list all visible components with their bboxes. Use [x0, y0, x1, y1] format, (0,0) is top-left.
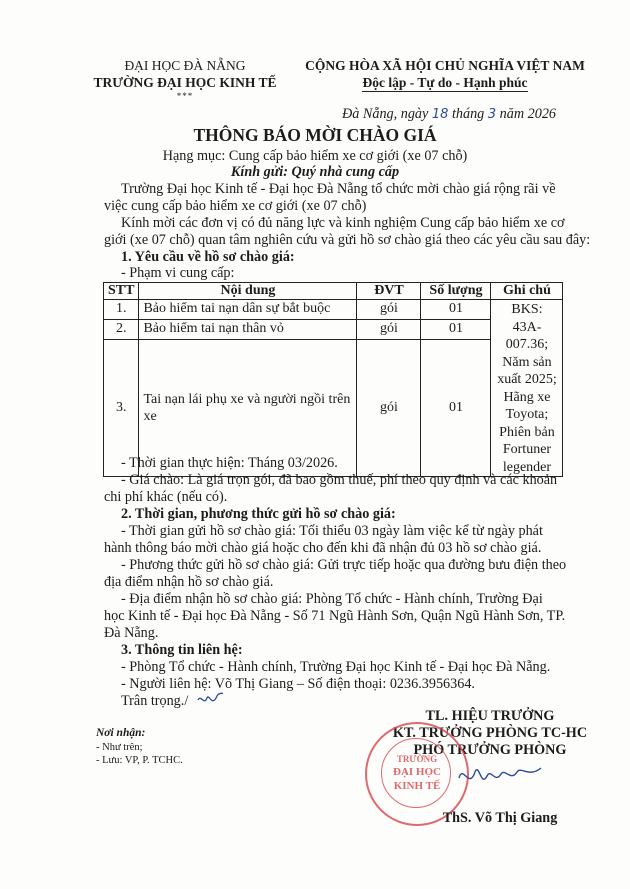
nation-line2: Độc lập - Tự do - Hạnh phúc: [362, 75, 528, 90]
row3-qty: 01: [421, 339, 491, 476]
row1-qty: 01: [421, 300, 491, 320]
row3-stt: 3.: [104, 339, 139, 476]
place-line2: học Kinh tế - Đại học Đà Nẵng - Số 71 Ngũ Hành Sơn, Quận Ngũ Hành Sơn, TP.: [104, 608, 566, 624]
row1-unit: gói: [357, 300, 421, 320]
document-date: Đà Nẵng, ngày 18 tháng 3 năm 2026: [342, 106, 557, 122]
page-title: THÔNG BÁO MỜI CHÀO GIÁ: [193, 125, 437, 145]
recipient-item: - Như trên;: [96, 742, 143, 753]
scope-label: - Phạm vi cung cấp:: [121, 265, 235, 281]
date-day-handwritten: 18: [431, 107, 449, 122]
table-row: [104, 300, 563, 320]
contact-person: - Người liên hệ: Võ Thị Giang – Số điện thoại: 0236.3956364.: [121, 676, 475, 692]
header-note: Ghi chú: [491, 283, 563, 300]
recipient-item: - Lưu: VP, P. TCHC.: [96, 755, 183, 766]
handwritten-signature-icon: [455, 758, 545, 798]
method-line1: - Phương thức gửi hồ sơ chào giá: Gửi trực tiếp hoặc qua đường bưu điện theo: [121, 557, 567, 573]
row2-unit: gói: [357, 319, 421, 339]
intro1-line2: việc cung cấp bảo hiểm xe cơ giới (xe 07 chỗ): [104, 198, 367, 214]
date-month-handwritten: 3: [487, 107, 497, 122]
official-stamp-icon: TRƯỜNG ĐẠI HỌC KINH TẾ: [365, 722, 469, 826]
header-content: Nội dung: [139, 283, 357, 300]
time-impl: - Thời gian thực hiện: Tháng 03/2026.: [121, 455, 338, 471]
row2-content: Bảo hiểm tai nạn thân vỏ: [139, 319, 357, 339]
row1-content: Bảo hiểm tai nạn dân sự bắt buộc: [139, 300, 357, 320]
signature-line2: KT. TRƯỞNG PHÒNG TC-HC: [392, 725, 588, 741]
category: Hạng mục: Cung cấp bảo hiểm xe cơ giới (xe 07 chỗ): [162, 148, 468, 164]
org-line1: ĐẠI HỌC ĐÀ NẴNG: [124, 58, 246, 73]
signature-line3: PHÓ TRƯỞNG PHÒNG: [413, 742, 567, 758]
nation-line1: CỘNG HÒA XÃ HỘI CHỦ NGHĨA VIỆT NAM: [305, 58, 585, 73]
section1-heading: 1. Yêu cầu về hồ sơ chào giá:: [121, 249, 295, 265]
row1-stt: 1.: [104, 300, 139, 320]
place-line3: Đà Nẵng.: [104, 625, 159, 641]
scope-table: [103, 282, 563, 477]
closing: Trân trọng./: [121, 693, 189, 709]
contact-dept: - Phòng Tổ chức - Hành chính, Trường Đại học Kinh tế - Đại học Đà Nẵng.: [121, 659, 551, 675]
note-cell: BKS: 43A- 007.36; Năm sản xuất 2025; Hãng xe Toyota; Phiên bản Fortuner legender: [491, 300, 563, 477]
initial-signature-icon: [195, 690, 225, 712]
header-qty: Số lượng: [421, 283, 491, 300]
signer-name: ThS. Võ Thị Giang: [442, 810, 558, 826]
row2-qty: 01: [421, 319, 491, 339]
org-line2: TRƯỜNG ĐẠI HỌC KINH TẾ: [93, 75, 277, 90]
price-line1: - Giá chào: Là giá trọn gói, đã bao gồm thuế, phí theo quy định và các khoản: [121, 472, 558, 488]
recipient: Kính gửi: Quý nhà cung cấp: [230, 164, 400, 180]
row3-content: Tai nạn lái phụ xe và người ngồi trên xe: [139, 339, 357, 476]
method-line2: địa điểm nhận hồ sơ chào giá.: [104, 574, 274, 590]
send-time-line2: hành thông báo mời chào giá hoặc cho đến khi đã nhận đủ 03 hồ sơ chào giá.: [104, 540, 542, 556]
org-stars: ***: [176, 91, 194, 101]
recipients-title: Nơi nhận:: [96, 727, 146, 739]
signature-line1: TL. HIỆU TRƯỞNG: [425, 708, 555, 724]
intro2-line2: giới (xe 07 chỗ) quan tâm nghiên cứu và gửi hồ sơ chào giá theo các yêu cầu sau đây:: [104, 232, 591, 248]
intro2-line1: Kính mời các đơn vị có đủ năng lực và kinh nghiệm Cung cấp bảo hiểm xe cơ: [121, 215, 565, 231]
row2-stt: 2.: [104, 319, 139, 339]
place-line1: - Địa điểm nhận hồ sơ chào giá: Phòng Tổ chức - Hành chính, Trường Đại: [121, 591, 543, 607]
table-header-row: [104, 283, 563, 300]
row3-unit: gói: [357, 339, 421, 476]
price-line2: chi phí khác (nếu có).: [104, 489, 228, 505]
section2-heading: 2. Thời gian, phương thức gửi hồ sơ chào giá:: [121, 506, 396, 522]
send-time-line1: - Thời gian gửi hồ sơ chào giá: Tối thiểu 03 ngày làm việc kể từ ngày phát: [121, 523, 543, 539]
section3-heading: 3. Thông tin liên hệ:: [121, 642, 243, 658]
header-stt: STT: [104, 283, 139, 300]
intro1-line1: Trường Đại học Kinh tế - Đại học Đà Nẵng tổ chức mời chào giá rộng rãi về: [121, 181, 556, 197]
header-unit: ĐVT: [357, 283, 421, 300]
